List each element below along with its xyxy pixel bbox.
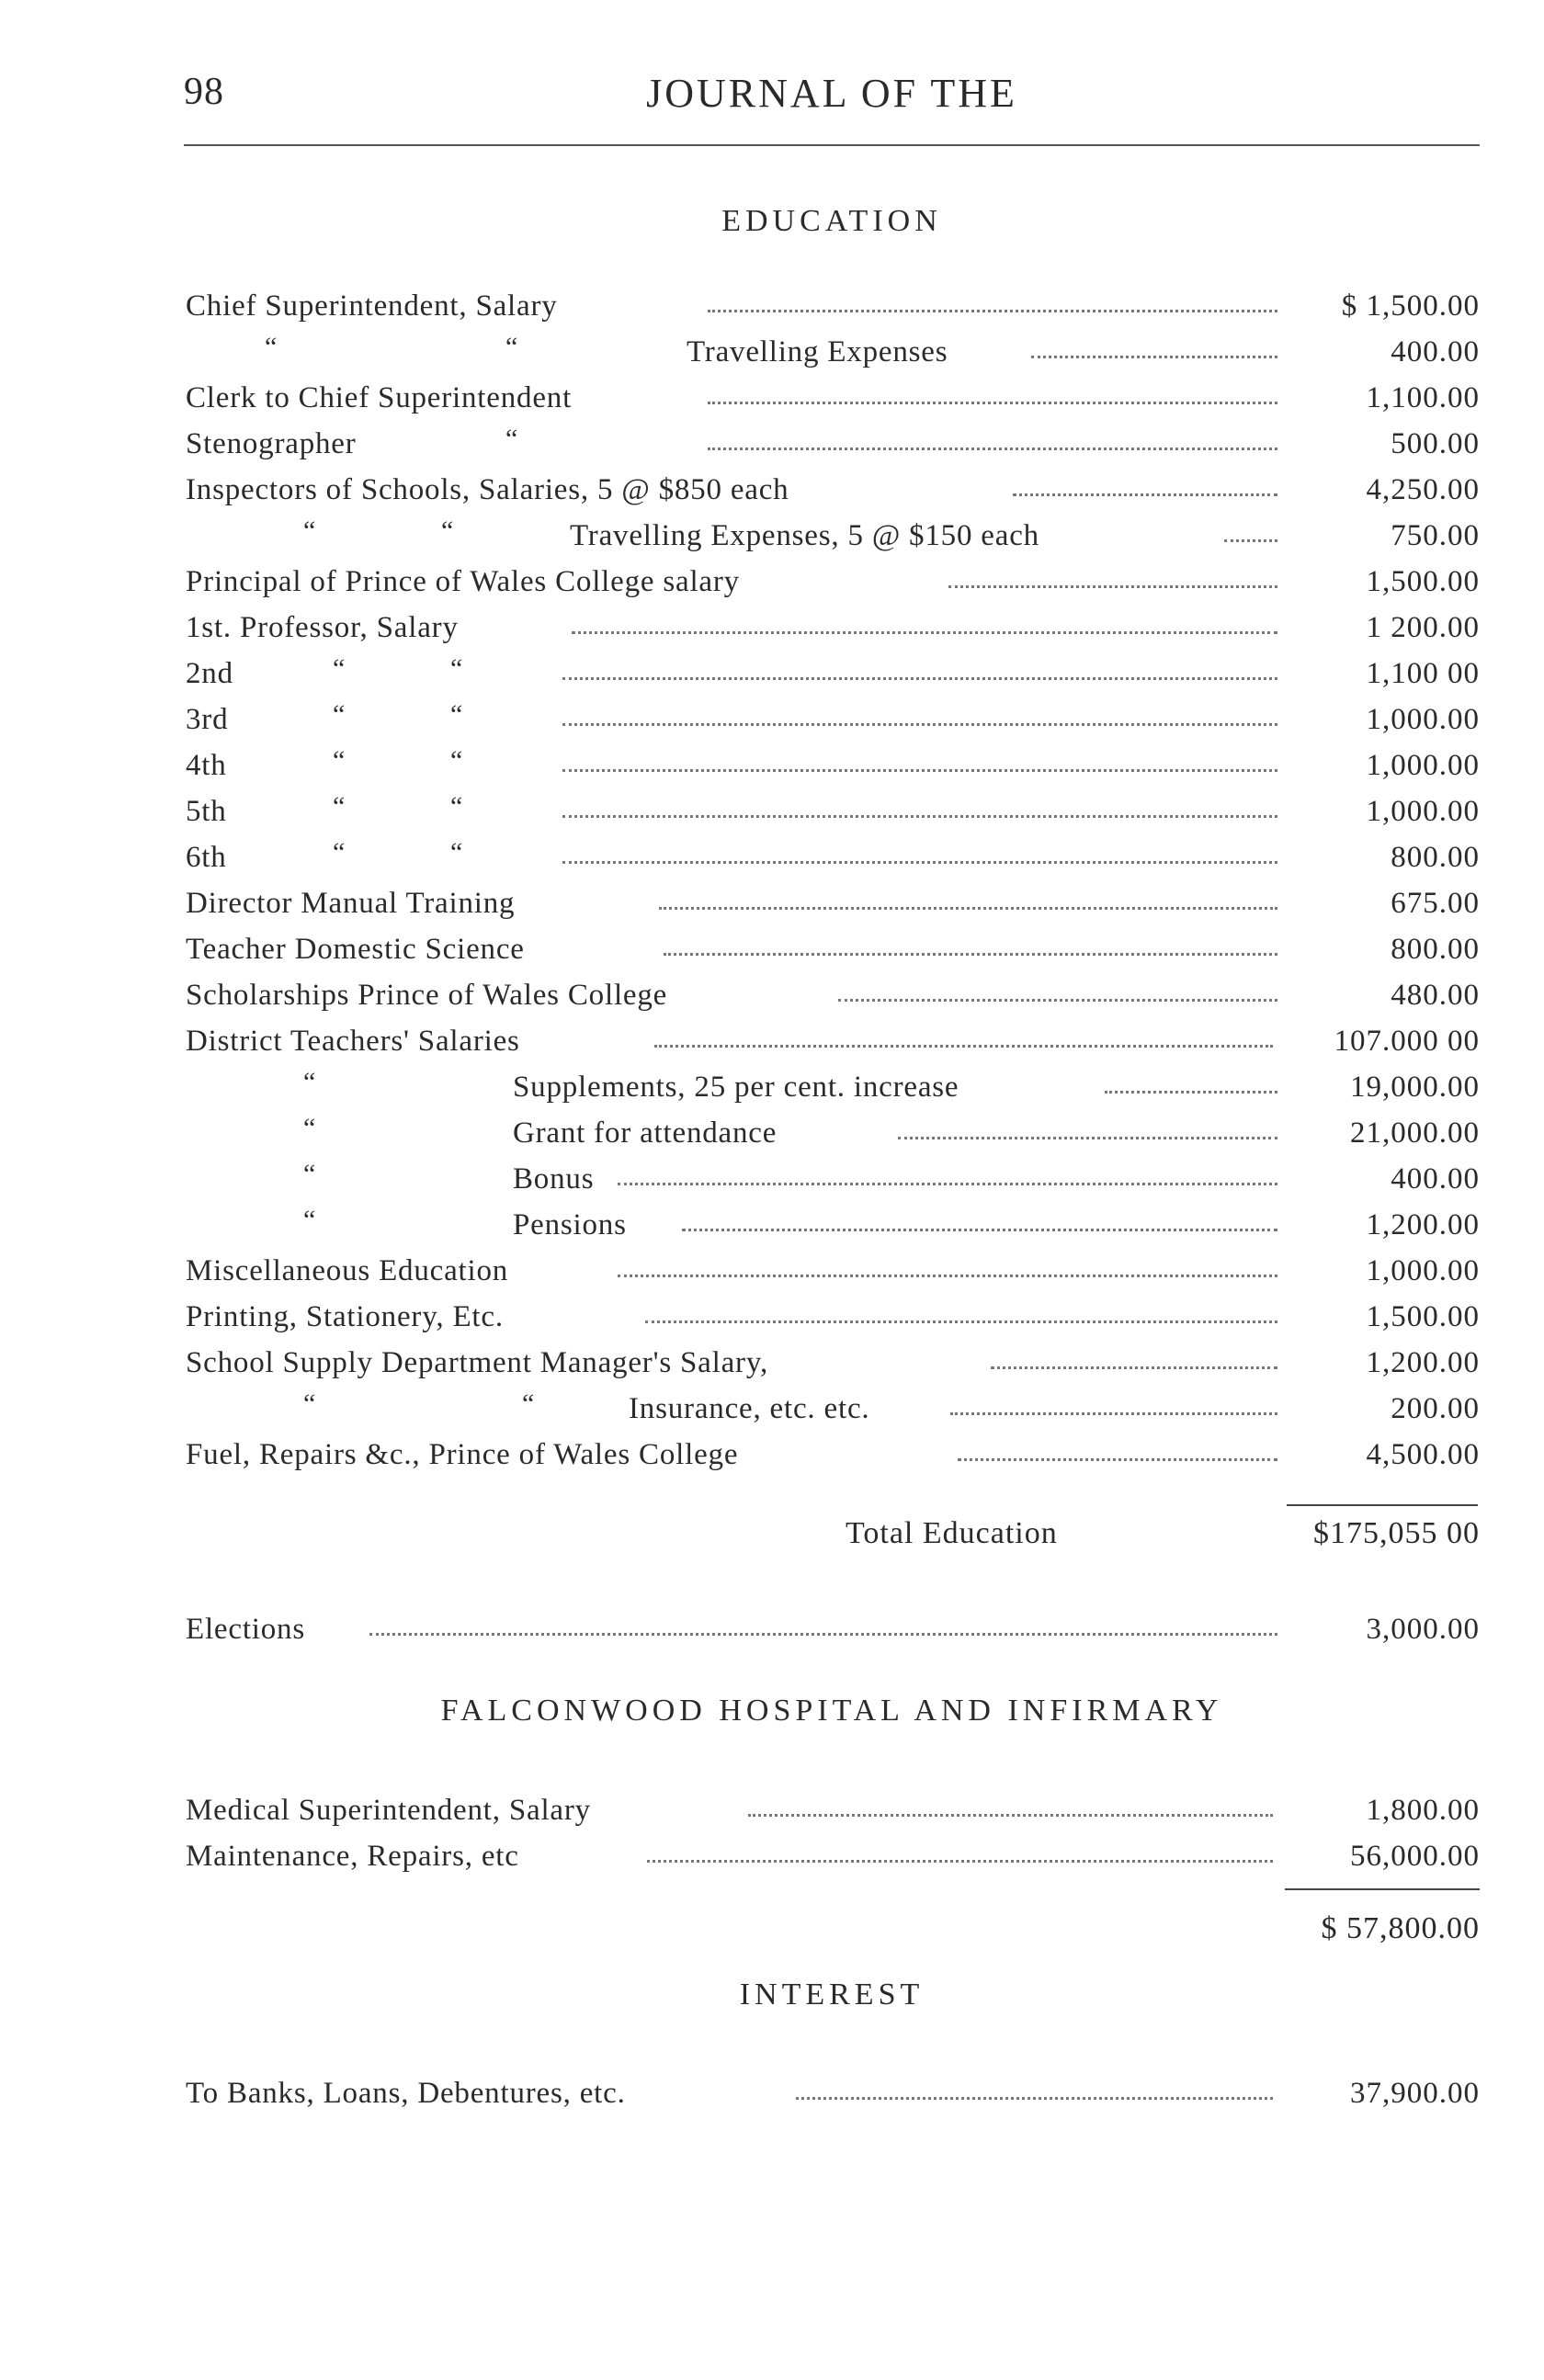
table-row [186, 1061, 1480, 1107]
education-table [186, 280, 1480, 1475]
dot-leader [369, 1633, 1277, 1636]
table-row [186, 1830, 1480, 1876]
table-row [186, 2068, 1480, 2114]
ditto-mark: “ [265, 332, 279, 362]
row-amount: 1,500.00 [1366, 1300, 1480, 1333]
page-header [184, 70, 1480, 125]
dot-leader [958, 1458, 1277, 1461]
ditto-mark: “ [303, 1388, 318, 1419]
ditto-mark: “ [333, 745, 347, 776]
row-amount: 1 200.00 [1366, 611, 1480, 644]
row-amount: 400.00 [1391, 1162, 1480, 1196]
total-education-label: Total Education [846, 1516, 1058, 1550]
total-rule [1287, 1504, 1478, 1506]
row-amount: 800.00 [1391, 841, 1480, 874]
dot-leader [748, 1814, 1273, 1817]
row-label: Medical Superintendent, Salary [186, 1794, 591, 1827]
row-label: Scholarships Prince of Wales College [186, 979, 668, 1012]
header-rule [184, 144, 1480, 146]
row-label: Travelling Expenses [687, 335, 948, 368]
row-label: Insurance, etc. etc. [629, 1392, 870, 1425]
row-amount: 56,000.00 [1350, 1840, 1480, 1873]
table-row [186, 464, 1480, 510]
row-amount: 21,000.00 [1350, 1116, 1480, 1150]
table-row [186, 372, 1480, 418]
dot-leader [898, 1137, 1277, 1139]
interest-table [186, 2068, 1480, 2114]
row-label: 5th [186, 795, 227, 828]
table-row [186, 648, 1480, 694]
dot-leader [950, 1412, 1277, 1415]
ditto-mark: “ [522, 1388, 537, 1419]
row-label: Director Manual Training [186, 887, 516, 920]
dot-leader [838, 999, 1277, 1002]
row-label: Maintenance, Repairs, etc [186, 1840, 519, 1873]
dot-leader [991, 1366, 1277, 1369]
row-amount: 4,250.00 [1366, 473, 1480, 506]
row-label: Teacher Domestic Science [186, 933, 525, 966]
table-row [186, 878, 1480, 924]
row-amount: 500.00 [1391, 427, 1480, 460]
dot-leader [572, 631, 1277, 634]
dot-leader [659, 907, 1277, 910]
row-amount: 1,000.00 [1366, 703, 1480, 736]
table-row [186, 786, 1480, 832]
table-row [186, 418, 1480, 464]
elections-table [186, 1604, 1480, 1649]
row-label: Elections [186, 1613, 305, 1646]
row-amount: 1,500.00 [1366, 565, 1480, 598]
dot-leader [618, 1275, 1277, 1277]
row-label: 6th [186, 841, 227, 874]
ditto-mark: “ [450, 837, 465, 867]
dot-leader [1031, 356, 1277, 358]
row-label: Fuel, Repairs &c., Prince of Wales College [186, 1438, 739, 1471]
dot-leader [796, 2097, 1273, 2100]
row-amount: 1,000.00 [1366, 749, 1480, 782]
row-label: 3rd [186, 703, 229, 736]
table-row [186, 832, 1480, 878]
row-label: 4th [186, 749, 227, 782]
table-row [186, 1604, 1480, 1649]
row-amount: 37,900.00 [1350, 2077, 1480, 2110]
row-amount: 800.00 [1391, 933, 1480, 966]
row-label: Travelling Expenses, 5 @ $150 each [570, 519, 1039, 552]
row-amount: 107.000 00 [1334, 1025, 1480, 1058]
row-label: Stenographer [186, 427, 357, 460]
row-amount: 1,000.00 [1366, 1254, 1480, 1287]
row-amount: 675.00 [1391, 887, 1480, 920]
row-amount: 1,200.00 [1366, 1346, 1480, 1379]
row-label: Clerk to Chief Superintendent [186, 381, 573, 414]
table-row [186, 602, 1480, 648]
ditto-mark: “ [333, 653, 347, 684]
dot-leader [708, 402, 1277, 404]
table-row [186, 1199, 1480, 1245]
row-amount: 400.00 [1391, 335, 1480, 368]
table-row [186, 556, 1480, 602]
table-row [186, 694, 1480, 740]
row-amount: 19,000.00 [1350, 1071, 1480, 1104]
row-label: Grant for attendance [513, 1116, 778, 1150]
ditto-mark: “ [303, 516, 318, 546]
table-row [186, 924, 1480, 969]
table-row [186, 326, 1480, 372]
dot-leader [948, 585, 1277, 588]
row-amount: 1,100.00 [1366, 381, 1480, 414]
row-label: Inspectors of Schools, Salaries, 5 @ $850 each [186, 473, 789, 506]
row-label: 2nd [186, 657, 233, 690]
page-number: 98 [184, 71, 224, 113]
row-label: Bonus [513, 1162, 595, 1196]
ditto-mark: “ [450, 699, 465, 730]
dot-leader [1224, 539, 1277, 542]
table-row [186, 1015, 1480, 1061]
section-title-interest: INTEREST [739, 1978, 925, 2012]
table-row [186, 510, 1480, 556]
row-label: To Banks, Loans, Debentures, etc. [186, 2077, 626, 2110]
row-amount: 3,000.00 [1366, 1613, 1480, 1646]
table-row [186, 1107, 1480, 1153]
row-label: Supplements, 25 per cent. increase [513, 1071, 959, 1104]
dot-leader [1013, 493, 1277, 496]
ditto-mark: “ [450, 791, 465, 822]
dot-leader [562, 769, 1277, 772]
ditto-mark: “ [333, 791, 347, 822]
dot-leader [708, 448, 1277, 450]
table-row [186, 1153, 1480, 1199]
row-amount: 1,200.00 [1366, 1208, 1480, 1241]
dot-leader [562, 677, 1277, 680]
ditto-mark: “ [450, 653, 465, 684]
row-amount: 480.00 [1391, 979, 1480, 1012]
ditto-mark: “ [303, 1067, 318, 1097]
table-row [186, 969, 1480, 1015]
dot-leader [1105, 1091, 1277, 1094]
section-title-falconwood: FALCONWOOD HOSPITAL AND INFIRMARY [440, 1694, 1223, 1728]
ditto-mark: “ [505, 332, 520, 362]
dot-leader [562, 861, 1277, 864]
total-education-amount: $175,055 00 [1313, 1516, 1480, 1550]
dot-leader [562, 723, 1277, 726]
dot-leader [618, 1183, 1277, 1185]
row-label: Chief Superintendent, Salary [186, 289, 558, 323]
row-label: Principal of Prince of Wales College salary [186, 565, 740, 598]
row-amount: 1,100 00 [1366, 657, 1480, 690]
table-row [186, 1291, 1480, 1337]
row-label: Printing, Stationery, Etc. [186, 1300, 504, 1333]
ditto-mark: “ [303, 1205, 318, 1235]
row-amount: 1,800.00 [1366, 1794, 1480, 1827]
section-title-education: EDUCATION [721, 204, 942, 238]
ditto-mark: “ [450, 745, 465, 776]
row-amount: 1,000.00 [1366, 795, 1480, 828]
row-label: School Supply Department Manager's Salary, [186, 1346, 769, 1379]
dot-leader [664, 953, 1277, 956]
dot-leader [562, 815, 1277, 818]
table-row [186, 1785, 1480, 1830]
table-row [186, 1429, 1480, 1475]
ditto-mark: “ [505, 424, 520, 454]
table-row [186, 740, 1480, 786]
total-rule [1285, 1888, 1480, 1890]
ditto-mark: “ [303, 1159, 318, 1189]
row-amount: 750.00 [1391, 519, 1480, 552]
dot-leader [682, 1229, 1277, 1231]
row-amount: $ 1,500.00 [1341, 289, 1480, 323]
dot-leader [645, 1320, 1277, 1323]
table-row [186, 1383, 1480, 1429]
row-label: 1st. Professor, Salary [186, 611, 459, 644]
ditto-mark: “ [441, 516, 456, 546]
row-amount: 200.00 [1391, 1392, 1480, 1425]
table-row [186, 1245, 1480, 1291]
table-row [186, 1337, 1480, 1383]
dot-leader [708, 310, 1277, 312]
row-label: District Teachers' Salaries [186, 1025, 520, 1058]
falconwood-table [186, 1785, 1480, 1876]
ditto-mark: “ [333, 837, 347, 867]
ditto-mark: “ [303, 1113, 318, 1143]
table-row [186, 280, 1480, 326]
total-falconwood-amount: $ 57,800.00 [1321, 1911, 1480, 1945]
ditto-mark: “ [333, 699, 347, 730]
row-amount: 4,500.00 [1366, 1438, 1480, 1471]
running-head: JOURNAL OF THE [646, 71, 1017, 116]
dot-leader [654, 1045, 1273, 1048]
dot-leader [647, 1860, 1273, 1863]
row-label: Pensions [513, 1208, 627, 1241]
row-label: Miscellaneous Education [186, 1254, 509, 1287]
